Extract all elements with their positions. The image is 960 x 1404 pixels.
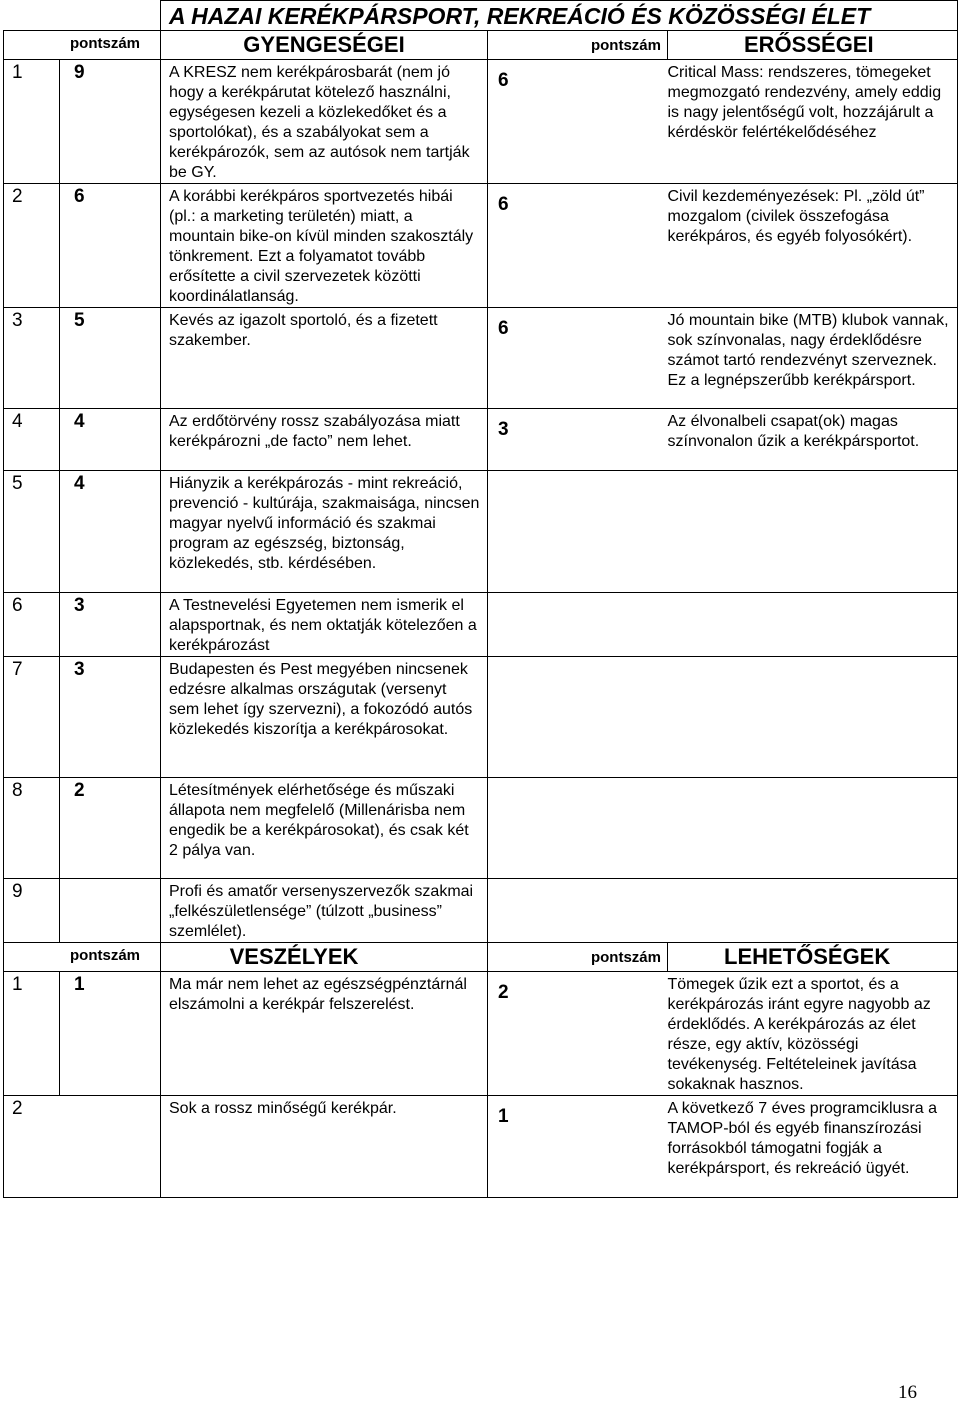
section-header-weaknesses-strengths (4, 31, 958, 60)
swot-table (3, 0, 958, 1198)
threat-text: Sok a rossz minőségű kerékpár. (161, 1096, 488, 1198)
table-row (4, 972, 958, 1096)
table-row (4, 657, 958, 778)
page-number: 16 (898, 1382, 917, 1403)
threat-index: 2 (4, 1096, 161, 1198)
strength-text: Civil kezdeményezések: Pl. „zöld út” mozgalom (civilek összefogása kerékpáros, és egyéb folyosókért). (668, 184, 958, 308)
table-row (4, 60, 958, 184)
strength-points: 6 (488, 184, 668, 308)
document-title: A HAZAI KERÉKPÁRSPORT, REKREÁCIÓ ÉS KÖZÖSSÉGI ÉLET (161, 1, 958, 31)
weakness-points: 4 (60, 409, 161, 471)
weakness-index: 2 (4, 184, 60, 308)
weakness-index: 1 (4, 60, 60, 184)
weakness-points: 4 (60, 471, 161, 593)
weakness-index: 6 (4, 593, 60, 657)
opportunity-points: 2 (488, 972, 668, 1096)
weakness-text: Hiányzik a kerékpározás - mint rekreáció, prevenció - kultúrája, szakmaisága, nincsen magyar nyelvű információ és szakmai program az egészség, biztonság, közlekedés, stb. kérdésében. (161, 471, 488, 593)
weakness-text: Az erdőtörvény rossz szabályozása miatt kerékpározni „de facto” nem lehet. (161, 409, 488, 471)
weakness-points: 2 (60, 778, 161, 879)
opportunity-text: A következő 7 éves programciklusra a TAMOP-ból és egyéb finanszírozási forrásokból támogatni fogják a kerékpársport, és rekreáció ügyét. (668, 1096, 958, 1198)
table-row (4, 593, 958, 657)
table-row (4, 879, 958, 943)
table-row (4, 471, 958, 593)
table-row (4, 1096, 958, 1198)
weakness-index: 9 (4, 879, 60, 943)
opportunity-text: Tömegek űzik ezt a sportot, és a kerékpározás iránt egyre nagyobb az érdeklődés. A kerékpározás az élet része, egy aktív, közösségi tevékenység. Feltételeinek javítása sokaknak hasznos. (668, 972, 958, 1096)
pontszam-label-strengths: pontszám (488, 31, 668, 60)
section-title-weaknesses: GYENGESÉGEI (161, 31, 488, 60)
weakness-text: Kevés az igazolt sportoló, és a fizetett szakember. (161, 308, 488, 409)
weakness-points: 6 (60, 184, 161, 308)
table-row (4, 778, 958, 879)
weakness-text: Budapesten és Pest megyében nincsenek edzésre alkalmas országutak (versenyt sem lehet így szervezni), a fokozódó autós közlekedés kiszorítja a kerékpárosokat. (161, 657, 488, 778)
weakness-text: A KRESZ nem kerékpárosbarát (nem jó hogy a kerékpárutat kötelező használni, egységesen kezeli a közlekedőket és a sportolókat), és a szabályokat sem a kerékpározók, sem az autósok nem tartják be GY. (161, 60, 488, 184)
weakness-index: 5 (4, 471, 60, 593)
weakness-points (60, 879, 161, 943)
section-title-opportunities: LEHETŐSÉGEK (668, 943, 958, 972)
weakness-points: 9 (60, 60, 161, 184)
weakness-index: 3 (4, 308, 60, 409)
weakness-points: 3 (60, 593, 161, 657)
strength-text: Jó mountain bike (MTB) klubok vannak, sok színvonalas, nagy érdeklődésre számot tartó rendezvényt szerveznek. Ez a legnépszerűbb kerékpársport. (668, 308, 958, 409)
table-row (4, 308, 958, 409)
table-row (4, 409, 958, 471)
pontszam-label-weaknesses: pontszám (4, 31, 161, 60)
section-header-threats-opportunities (4, 943, 958, 972)
pontszam-label-threats: pontszám (4, 943, 161, 972)
threat-points: 1 (60, 972, 161, 1096)
weakness-text: A Testnevelési Egyetemen nem ismerik el alapsportnak, és nem oktatják kötelezően a kerékpározást (161, 593, 488, 657)
strength-points: 3 (488, 409, 668, 471)
pontszam-label-opportunities: pontszám (488, 943, 668, 972)
weakness-index: 8 (4, 778, 60, 879)
threat-text: Ma már nem lehet az egészségpénztárnál elszámolni a kerékpár felszerelést. (161, 972, 488, 1096)
weakness-index: 7 (4, 657, 60, 778)
weakness-points: 5 (60, 308, 161, 409)
weakness-points: 3 (60, 657, 161, 778)
threat-index: 1 (4, 972, 60, 1096)
strength-text: Az élvonalbeli csapat(ok) magas színvonalon űzik a kerékpársportot. (668, 409, 958, 471)
opportunity-points: 1 (488, 1096, 668, 1198)
strength-points: 6 (488, 60, 668, 184)
weakness-text: A korábbi kerékpáros sportvezetés hibái (pl.: a marketing területén) miatt, a mountain bike-on kívül minden szakosztály tönkrement. Ezt a folyamatot tovább erősítette a civil szervezetek közötti koordinálatlanság. (161, 184, 488, 308)
table-row (4, 184, 958, 308)
weakness-text: Profi és amatőr versenyszervezők szakmai „felkészületlensége” (túlzott „business” szemlélet). (161, 879, 488, 943)
section-title-strengths: ERŐSSÉGEI (668, 31, 958, 60)
section-title-threats: VESZÉLYEK (161, 943, 488, 972)
weakness-text: Létesítmények elérhetősége és műszaki állapota nem megfelelő (Millenárisba nem engedik be a kerékpárosokat), és csak két 2 pálya van. (161, 778, 488, 879)
weakness-index: 4 (4, 409, 60, 471)
strength-text: Critical Mass: rendszeres, tömegeket megmozgató rendezvény, amely eddig is nagy jelentőségű volt, hozzájárult a kérdéskör felértékelődéséhez (668, 60, 958, 184)
strength-points: 6 (488, 308, 668, 409)
